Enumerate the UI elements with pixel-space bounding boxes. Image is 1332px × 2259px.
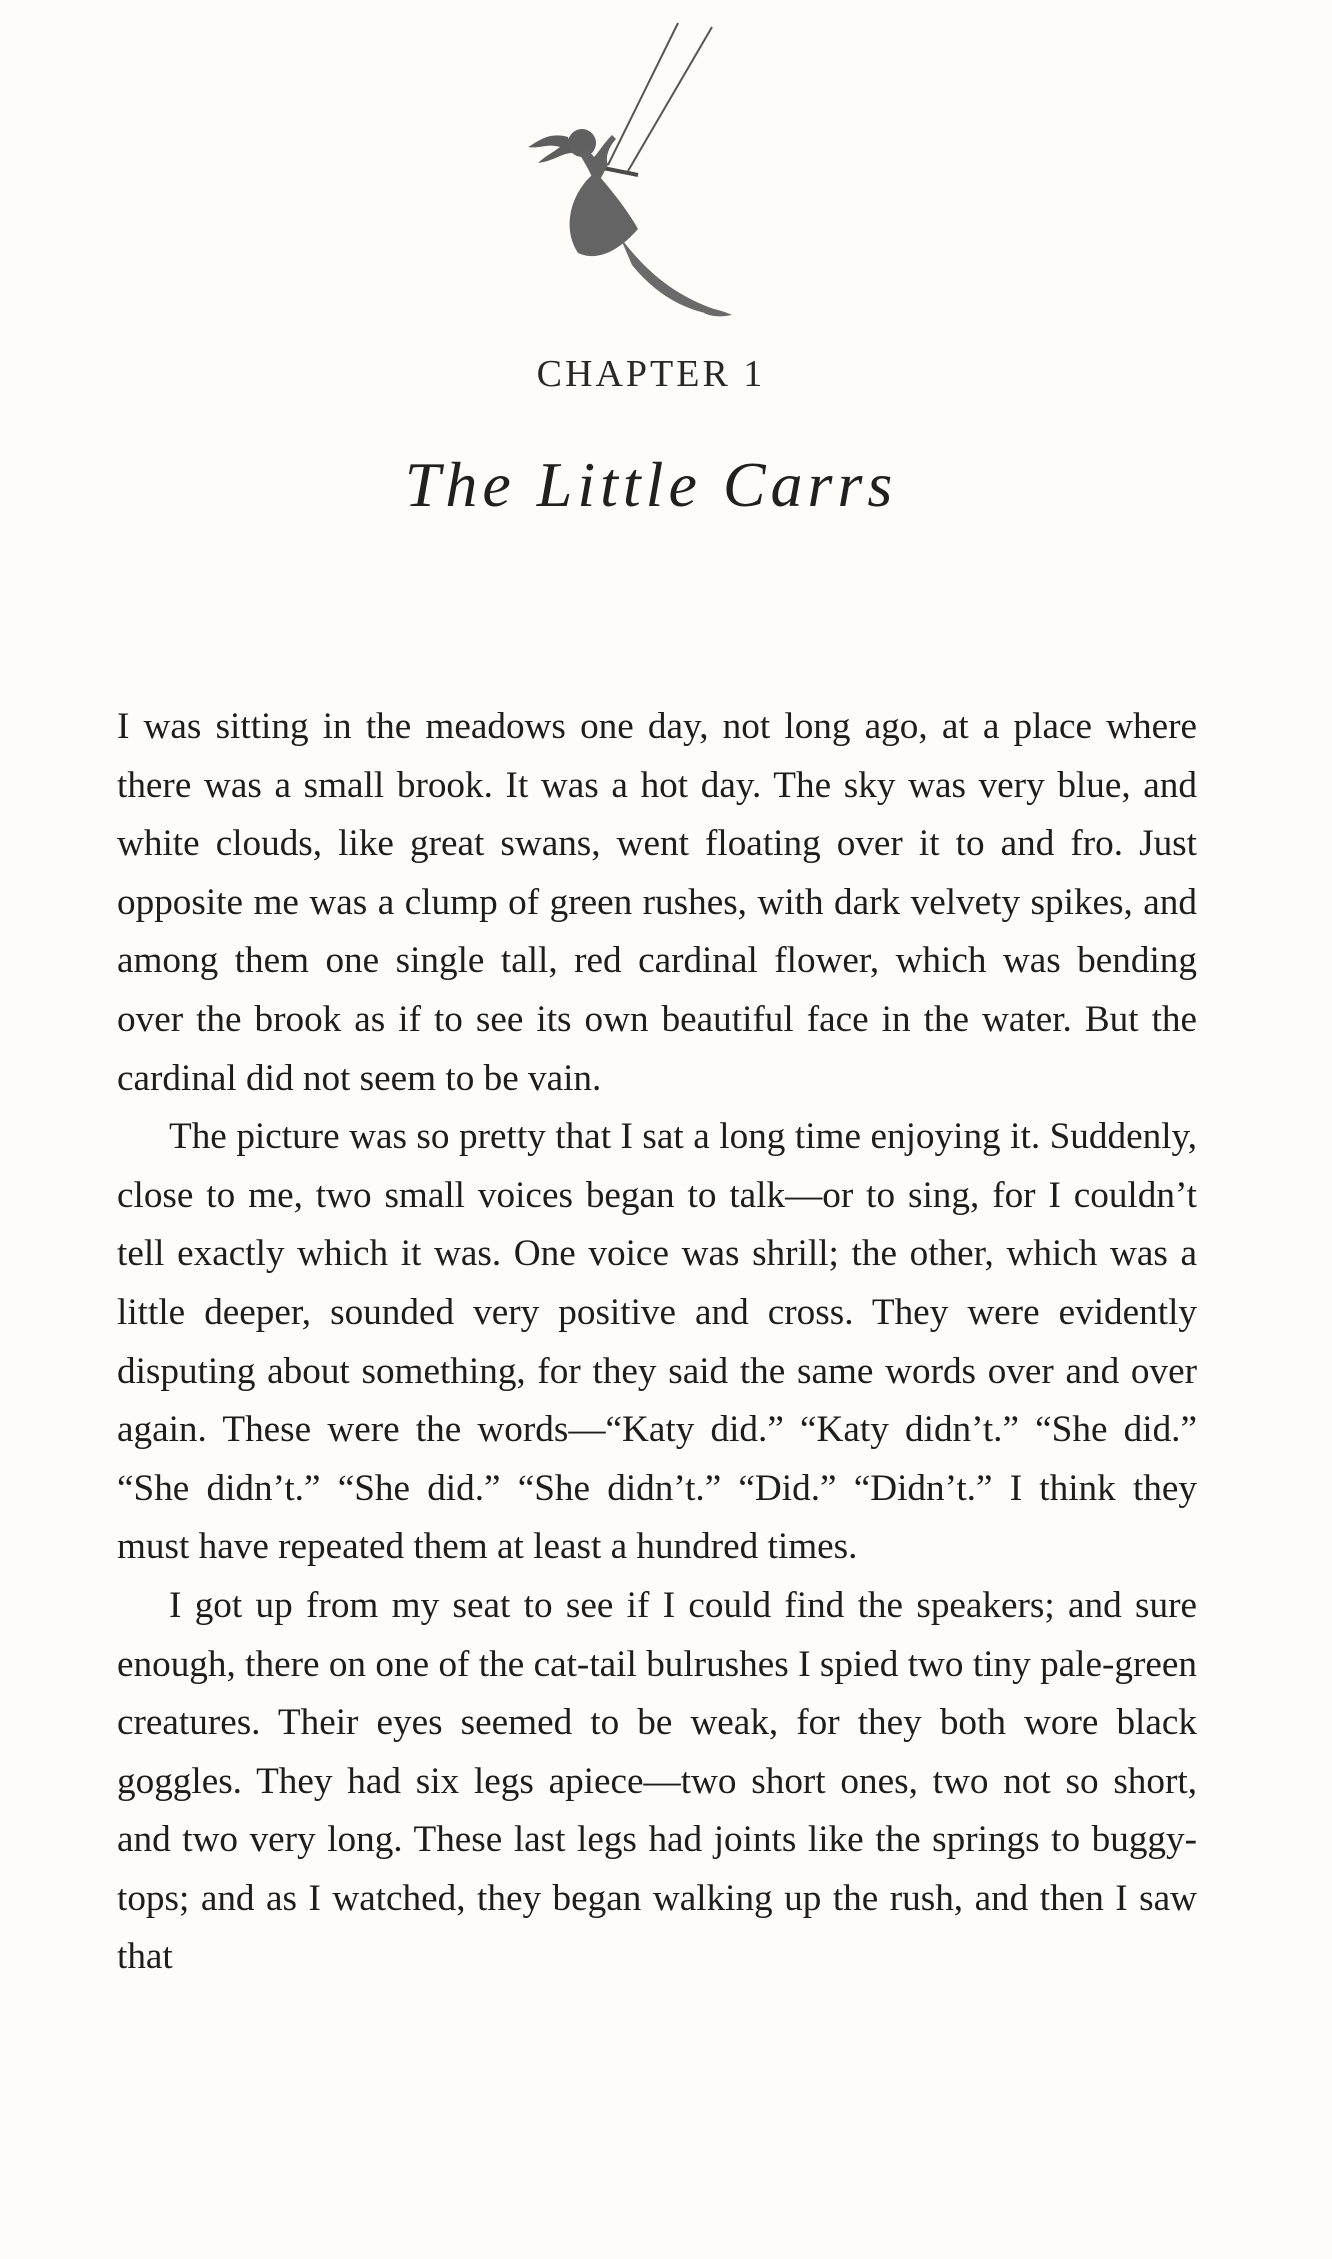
girl-hair	[528, 135, 572, 163]
girl-on-swing-icon	[500, 15, 770, 320]
chapter-title: The Little Carrs	[404, 449, 898, 520]
paragraph: I got up from my seat to see if I could find the speakers; and sure enough, there on one of the cat-tail bulrushes I spied two tiny pale-green creatures. Their eyes seemed to be weak, for they both wore black goggles. They had six legs apiece—two short ones, two not so short, and two very long. These last legs had joints like the springs to buggy-tops; and as I watched, they began walking up the rush, and then I saw that	[117, 1584, 1197, 1978]
paragraph: I was sitting in the meadows one day, not long ago, at a place where there was a small brook. It was a hot day. The sky was very blue, and white clouds, like great swans, went floating over it to and fro. Just opposite me was a clump of green rushes, with dark velvety spikes, and among them one single tall, red cardinal flower, which was bending over the brook as if to see its own beautiful face in the water. But the cardinal did not seem to be vain.	[117, 706, 1197, 1099]
chapter-label: CHAPTER 1	[536, 353, 766, 395]
girl-feet	[704, 307, 732, 316]
chapter-body	[117, 698, 1197, 1987]
paragraph: The picture was so pretty that I sat a long time enjoying it. Suddenly, close to me, two small voices began to talk—or to sing, for I couldn’t tell exactly which it was. One voice was shrill; the other, which was a little deeper, sounded very positive and cross. They were evidently disputing about something, for they said the same words over and over again. These were the words—“Katy did.” “Katy didn’t.” “She did.” “She didn’t.” “She did.” “She didn’t.” “Did.” “Didn’t.” I think they must have repeated them at least a hundred times.	[117, 1116, 1197, 1568]
girl-legs	[620, 237, 720, 315]
girl-skirt	[570, 175, 638, 256]
